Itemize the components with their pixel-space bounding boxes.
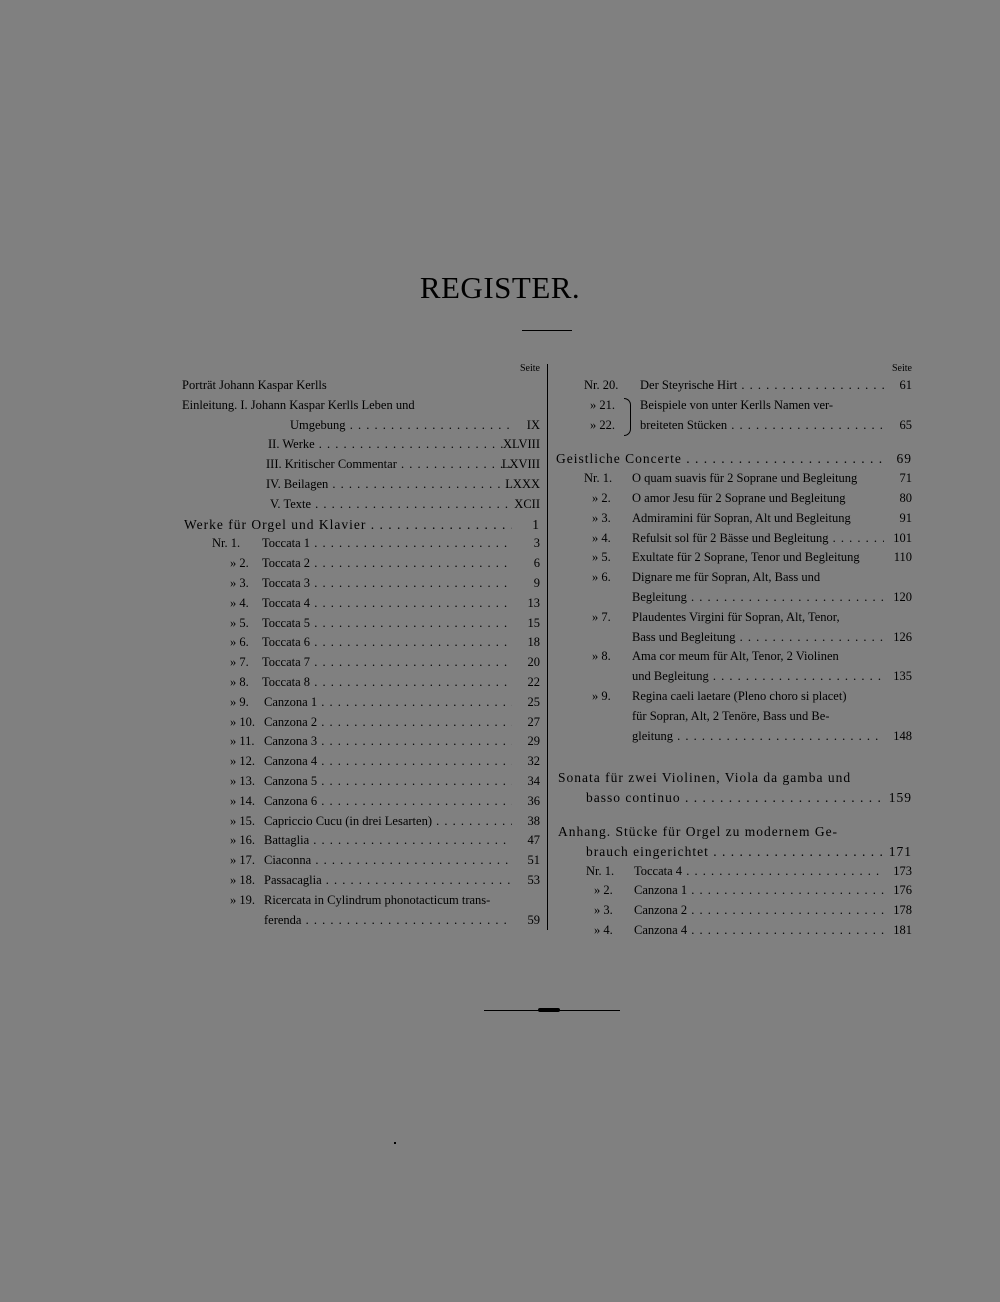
toc-entry-page: XCII (514, 496, 540, 511)
toc-section-sonata-continued[interactable] (556, 788, 912, 808)
toc-entry-text: Canzona 1 . . . (634, 881, 884, 901)
toc-entry-item[interactable] (182, 752, 540, 772)
toc-entry-page: 25 (527, 694, 540, 709)
toc-entry-page: 126 (893, 629, 912, 644)
toc-entry-item[interactable] (556, 647, 912, 667)
closing-ornament (538, 1008, 560, 1012)
toc-entry-page: 91 (899, 510, 912, 525)
toc-entry-item[interactable] (182, 713, 540, 733)
toc-entry-item[interactable] (182, 693, 540, 713)
toc-entry-number: » 4. (592, 530, 611, 545)
toc-entry-item-continued[interactable] (556, 667, 912, 687)
toc-entry-page: 171 (888, 843, 912, 859)
toc-entry-text: Werke für Orgel und Klavier . . . (184, 515, 512, 535)
toc-entry-text: Toccata 6 . . . (262, 633, 512, 653)
toc-entry-text: Canzona 1 . . . (264, 693, 512, 713)
toc-entry-item-continued[interactable] (182, 911, 540, 931)
toc-entry-page: 69 (896, 451, 912, 467)
toc-entry-text: ferenda . . . (264, 911, 512, 931)
toc-entry-text: Refulsit sol für 2 Bässe und Begleitung . . . (632, 529, 884, 549)
toc-entry-page: LXVIII (501, 457, 540, 472)
toc-entry-number: » 13. (230, 773, 255, 788)
toc-entry-page: 120 (893, 589, 912, 604)
toc-entry-commentar[interactable] (182, 455, 540, 475)
toc-entry-number: » 9. (230, 694, 249, 709)
toc-entry-number: » 21. (590, 397, 615, 412)
toc-entry-number: » 9. (592, 688, 611, 703)
toc-entry-text: O amor Jesu für 2 Soprane und Begleitung (632, 490, 846, 505)
toc-entry-text: Canzona 2 . . . (264, 713, 512, 733)
toc-entry-page: 27 (527, 714, 540, 729)
spacer (556, 746, 912, 768)
toc-entry-text: Battaglia . . . (264, 831, 512, 851)
toc-entry-text: Ciaconna . . . (264, 851, 512, 871)
toc-entry-page: 29 (527, 734, 540, 749)
spacer (556, 435, 912, 449)
toc-entry-number: » 19. (230, 892, 255, 907)
print-speck (394, 1142, 396, 1144)
toc-entry-item[interactable] (182, 812, 540, 832)
toc-entry-werke[interactable] (182, 435, 540, 455)
toc-entry-text: brauch eingerichtet . . . (586, 842, 884, 862)
toc-entry-text: Anhang. Stücke für Orgel zu modernem Ge- (558, 823, 839, 839)
toc-entry-text: Toccata 4 . . . (634, 862, 884, 882)
toc-entry-page: 22 (527, 674, 540, 689)
toc-entry-number: » 7. (230, 655, 249, 670)
toc-entry-page: 15 (527, 615, 540, 630)
toc-entry-page: 159 (888, 790, 912, 806)
toc-entry-item-continued[interactable] (556, 588, 912, 608)
toc-entry-text: Einleitung. I. Johann Kaspar Kerlls Leben und (182, 397, 415, 412)
toc-entry-page: XLVIII (502, 437, 540, 452)
toc-entry-item-continued[interactable] (556, 707, 912, 727)
toc-entry-item[interactable] (556, 568, 912, 588)
toc-entry-text: Passacaglia . . . (264, 871, 512, 891)
toc-entry-page: 3 (533, 536, 540, 551)
toc-entry-text: Regina caeli laetare (Pleno choro si placet) (632, 688, 847, 703)
toc-entry-item[interactable] (182, 831, 540, 851)
spacer (556, 808, 912, 822)
toc-entry-number: » 11. (230, 734, 255, 749)
toc-entry-item[interactable] (182, 891, 540, 911)
toc-entry-page: 32 (527, 754, 540, 769)
toc-entry-item[interactable] (556, 396, 912, 416)
toc-entry-item[interactable] (556, 469, 912, 489)
toc-entry-text: Toccata 3 . . . (262, 574, 512, 594)
toc-entry-page: 148 (893, 728, 912, 743)
toc-section-sonata[interactable] (556, 768, 912, 788)
toc-entry-number: Nr. 1. (584, 471, 613, 486)
toc-entry-item[interactable] (556, 548, 912, 568)
toc-entry-page: 47 (527, 833, 540, 848)
toc-entry-item[interactable] (182, 851, 540, 871)
toc-entry-page: 71 (899, 471, 912, 486)
toc-entry-page: 1 (532, 516, 540, 532)
toc-entry-page: 80 (899, 490, 912, 505)
toc-entry-number: Nr. 1. (586, 863, 615, 878)
toc-entry-text: Porträt Johann Kaspar Kerlls (182, 378, 327, 392)
toc-entry-number: Nr. 1. (212, 536, 241, 551)
toc-entry-number: » 14. (230, 793, 255, 808)
toc-entry-text: Canzona 3 . . . (264, 732, 512, 752)
toc-entry-item[interactable] (182, 732, 540, 752)
toc-entry-einleitung[interactable] (182, 396, 540, 416)
toc-entry-text: Exultate für 2 Soprane, Tenor und Begleitung (632, 550, 860, 565)
toc-entry-text: Ama cor meum für Alt, Tenor, 2 Violinen (632, 649, 839, 664)
toc-entry-page: 18 (527, 635, 540, 650)
toc-entry-text: basso continuo . . . (586, 788, 884, 808)
toc-entry-number: » 3. (592, 510, 611, 525)
toc-entry-text: Canzona 4 . . . (264, 752, 512, 772)
toc-entry-page: 38 (527, 813, 540, 828)
toc-entry-page: 181 (893, 922, 912, 937)
toc-entry-number: » 10. (230, 714, 255, 729)
toc-section-anhang-continued[interactable] (556, 842, 912, 862)
toc-entry-number: » 17. (230, 853, 255, 868)
toc-entry-item[interactable] (556, 921, 912, 941)
toc-entry-item[interactable] (556, 509, 912, 529)
toc-entry-text: Admiramini für Sopran, Alt und Begleitung (632, 510, 851, 525)
toc-entry-number: » 12. (230, 754, 255, 769)
toc-entry-text: für Sopran, Alt, 2 Tenöre, Bass und Be- (632, 708, 830, 723)
toc-entry-page: 178 (893, 903, 912, 918)
seite-label-right: Seite (892, 363, 912, 374)
toc-entry-page: 13 (527, 595, 540, 610)
toc-entry-item[interactable] (182, 772, 540, 792)
toc-entry-item[interactable] (182, 633, 540, 653)
toc-entry-text: Toccata 1 . . . (262, 534, 512, 554)
toc-entry-text: II. Werke . . . (268, 435, 512, 455)
toc-entry-text: gleitung . . . (632, 727, 884, 747)
toc-entry-page: IX (526, 417, 540, 432)
page-title: REGISTER. (419, 270, 581, 305)
toc-entry-text: Toccata 5 . . . (262, 614, 512, 634)
toc-entry-item[interactable] (182, 554, 540, 574)
toc-entry-page: 65 (899, 417, 912, 432)
toc-entry-number: » 4. (594, 922, 613, 937)
toc-entry-item[interactable] (556, 376, 912, 396)
toc-entry-text: Canzona 5 . . . (264, 772, 512, 792)
toc-entry-page: 110 (893, 550, 912, 565)
toc-entry-number: » 3. (594, 903, 613, 918)
toc-entry-number: » 15. (230, 813, 255, 828)
toc-entry-page: 34 (527, 773, 540, 788)
toc-entry-page: LXXX (505, 476, 540, 491)
toc-entry-number: » 8. (230, 674, 249, 689)
toc-entry-number: » 2. (592, 490, 611, 505)
toc-entry-text: Sonata für zwei Violinen, Viola da gamba und (558, 770, 852, 786)
toc-entry-text: Begleitung . . . (632, 588, 884, 608)
toc-entry-text: Geistliche Concerte . . . (556, 449, 884, 469)
toc-entry-text: Toccata 2 . . . (262, 554, 512, 574)
toc-entry-page: 176 (893, 883, 912, 898)
toc-entry-item[interactable] (182, 673, 540, 693)
toc-entry-item[interactable] (182, 871, 540, 891)
toc-entry-number: » 2. (594, 883, 613, 898)
toc-entry-page: 6 (533, 556, 540, 571)
toc-entry-text: Toccata 4 . . . (262, 594, 512, 614)
toc-section-geistliche-concerte[interactable] (556, 449, 912, 469)
toc-entry-umgebung[interactable] (182, 416, 540, 436)
toc-entry-text: III. Kritischer Commentar . . . (266, 455, 512, 475)
toc-entry-number: » 16. (230, 833, 255, 848)
toc-section-anhang[interactable] (556, 822, 912, 842)
toc-entry-number: » 3. (230, 575, 249, 590)
toc-entry-number: » 8. (592, 649, 611, 664)
toc-entry-number: » 5. (230, 615, 249, 630)
toc-entry-item[interactable] (182, 614, 540, 634)
toc-entry-text: Canzona 4 . . . (634, 921, 884, 941)
toc-entry-number: » 18. (230, 872, 255, 887)
toc-entry-text: Bass und Begleitung . . . (632, 628, 884, 648)
toc-entry-item-continued[interactable] (556, 628, 912, 648)
toc-entry-number: » 5. (592, 550, 611, 565)
toc-entry-text: Plaudentes Virgini für Sopran, Alt, Tenor, (632, 609, 840, 624)
toc-entry-texte[interactable] (182, 495, 540, 515)
seite-label-left: Seite (520, 363, 540, 374)
toc-entry-text: Dignare me für Sopran, Alt, Bass und (632, 570, 821, 585)
toc-entry-number: » 6. (230, 635, 249, 650)
toc-entry-item[interactable] (556, 529, 912, 549)
toc-entry-item[interactable] (556, 862, 912, 882)
toc-entry-number: » 22. (590, 417, 615, 432)
toc-entry-page: 36 (527, 793, 540, 808)
toc-entry-page: 59 (527, 912, 540, 927)
toc-entry-number: Nr. 20. (584, 378, 619, 392)
toc-entry-text: und Begleitung . . . (632, 667, 884, 687)
toc-entry-item[interactable] (556, 608, 912, 628)
toc-entry-item[interactable] (182, 653, 540, 673)
toc-entry-item[interactable] (182, 534, 540, 554)
toc-entry-page: 173 (893, 863, 912, 878)
toc-entry-text: Beispiele von unter Kerlls Namen ver- (640, 397, 834, 412)
toc-entry-page: 53 (527, 872, 540, 887)
toc-entry-number: » 4. (230, 595, 249, 610)
toc-entry-text: V. Texte . . . (270, 495, 512, 515)
toc-entry-text: Toccata 8 . . . (262, 673, 512, 693)
toc-entry-page: 51 (527, 853, 540, 868)
toc-entry-item[interactable] (182, 792, 540, 812)
toc-entry-text: Capriccio Cucu (in drei Lesarten) . . . (264, 812, 512, 832)
toc-entry-item[interactable] (556, 489, 912, 509)
toc-section-orgel-klavier[interactable] (182, 515, 540, 535)
toc-entry-page: 61 (899, 378, 912, 392)
toc-entry-item-continued[interactable] (556, 727, 912, 747)
toc-entry-text: Ricercata in Cylindrum phonotacticum trans- (264, 892, 491, 907)
toc-entry-number: » 7. (592, 609, 611, 624)
toc-entry-text: Der Steyrische Hirt . . . (640, 376, 884, 396)
toc-entry-text: breiteten Stücken . . . (640, 416, 884, 436)
toc-entry-page: 9 (533, 575, 540, 590)
toc-entry-text: Canzona 6 . . . (264, 792, 512, 812)
toc-entry-portrait[interactable] (182, 376, 540, 396)
column-divider (547, 364, 548, 930)
toc-entry-number: » 2. (230, 556, 249, 571)
toc-entry-item[interactable] (182, 574, 540, 594)
toc-entry-item[interactable] (556, 901, 912, 921)
toc-entry-page: 135 (893, 669, 912, 684)
left-column (182, 362, 540, 930)
toc-entry-text: Toccata 7 . . . (262, 653, 512, 673)
toc-entry-page: 101 (893, 530, 912, 545)
title-rule (522, 330, 572, 331)
right-column (556, 362, 912, 941)
toc-entry-text: IV. Beilagen . . . (266, 475, 512, 495)
toc-entry-text: Canzona 2 . . . (634, 901, 884, 921)
toc-entry-item[interactable] (556, 416, 912, 436)
toc-entry-page: 20 (527, 655, 540, 670)
toc-entry-number: » 6. (592, 570, 611, 585)
toc-entry-text: Umgebung . . . (290, 416, 512, 436)
toc-entry-beilagen[interactable] (182, 475, 540, 495)
toc-entry-text: O quam suavis für 2 Soprane und Begleitung (632, 471, 858, 486)
toc-entry-item[interactable] (556, 881, 912, 901)
toc-entry-item[interactable] (556, 687, 912, 707)
toc-entry-item[interactable] (182, 594, 540, 614)
